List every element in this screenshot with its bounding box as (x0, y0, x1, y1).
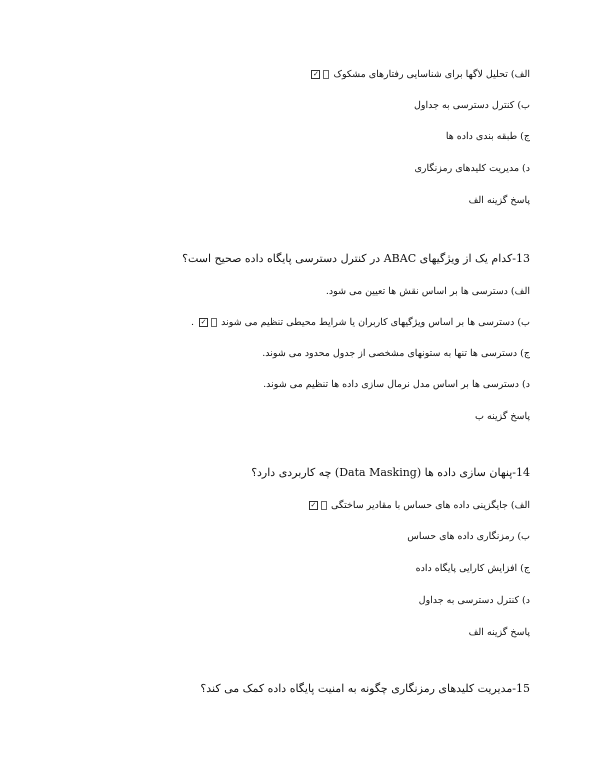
q15-question: 15-مدیریت کلیدهای رمزنگاری چگونه به امنیت پایگاه داده کمک می کند؟ (200, 682, 530, 695)
q12-option-a (309, 68, 530, 82)
q13-option-b-tail: . (191, 317, 195, 328)
q13-option-b (191, 316, 530, 330)
q13-option-a: الف) دسترسی ها بر اساس نقش ها تعیین می شود. (325, 286, 530, 297)
checkmark-icon: ✓ (310, 501, 317, 509)
q13-option-b-text: ب) دسترسی ها بر اساس ویژگیهای کاربران یا شرایط محیطی تنظیم می شوند (221, 317, 530, 328)
q12-option-a-text: الف) تحلیل لاگها برای شناسایی رفتارهای مشکوک (333, 69, 530, 80)
q14-answer: پاسخ گزینه الف (468, 627, 530, 638)
q13-option-c: ج) دسترسی ها تنها به ستونهای مشخصی از جدول محدود می شوند. (262, 348, 530, 359)
q13-question: 13-کدام یک از ویژگیهای ABAC در کنترل دسترسی پایگاه داده صحیح است؟ (182, 252, 530, 265)
q12-answer: پاسخ گزینه الف (468, 195, 530, 206)
q14-option-c: ج) افزایش کارایی پایگاه داده (415, 563, 530, 574)
q14-option-a-text: الف) جایگزینی داده های حساس با مقادیر ساختگی (331, 500, 530, 511)
checkmark-icon: ✓ (200, 318, 207, 326)
q12-option-d: د) مدیریت کلیدهای رمزنگاری (414, 163, 530, 174)
empty-box-icon (323, 70, 329, 79)
empty-box-icon (211, 318, 217, 327)
empty-box-icon (321, 501, 327, 510)
q12-option-b: ب) کنترل دسترسی به جداول (413, 100, 530, 111)
q14-option-b: ب) رمزنگاری داده های حساس (407, 531, 530, 542)
q12-option-c: ج) طبقه بندی داده ها (445, 131, 530, 142)
q14-option-a (307, 499, 530, 513)
q14-option-d: د) کنترل دسترسی به جداول (418, 595, 530, 606)
q13-answer: پاسخ گزینه ب (475, 411, 530, 422)
q13-option-d: د) دسترسی ها بر اساس مدل نرمال سازی داده ها تنظیم می شوند. (263, 379, 530, 390)
checkmark-icon: ✓ (313, 70, 319, 78)
q14-question: 14-پنهان سازی داده ها (Data Masking) چه کاربردی دارد؟ (251, 466, 530, 479)
